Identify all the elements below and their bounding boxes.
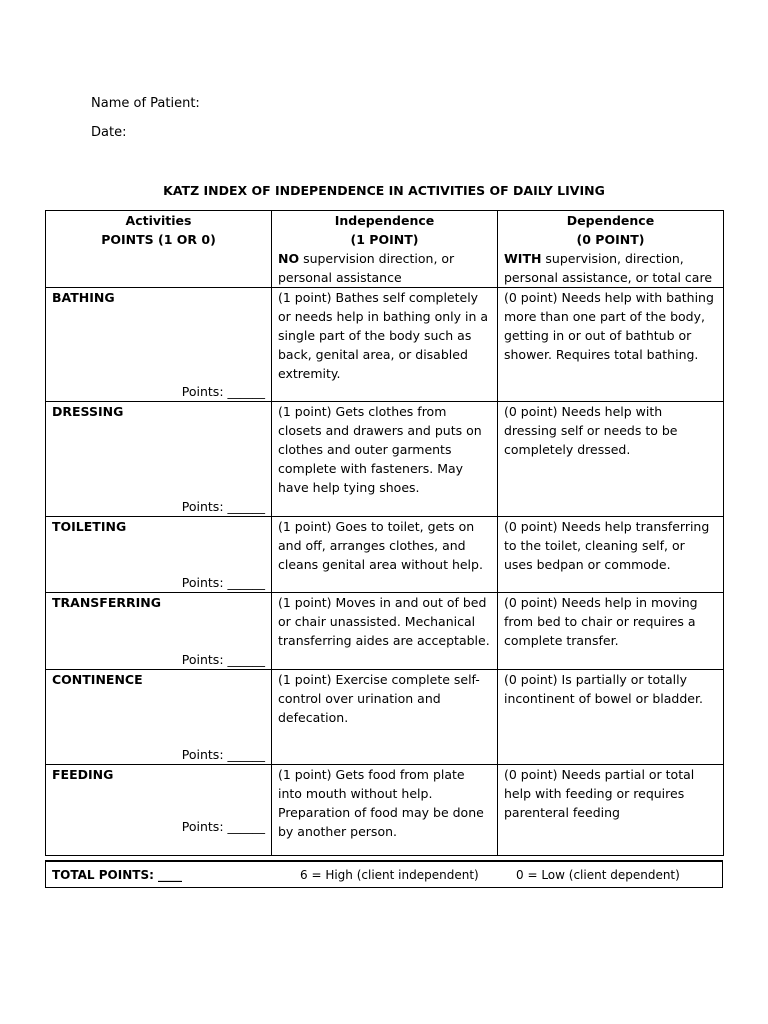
header-dependence-with: WITH [504, 251, 542, 266]
dependence-cell: (0 point) Needs partial or total help with feeding or requires parenteral feeding [498, 765, 724, 856]
patient-name-label: Name of Patient: [91, 96, 200, 111]
activity-cell [46, 402, 272, 517]
points-blank: Points: ______ [181, 747, 265, 762]
header-dependence-points: (0 POINT) [576, 232, 645, 247]
score-high-legend: 6 = High (client independent) [300, 868, 479, 882]
dependence-cell: (0 point) Needs help with dressing self or needs to be completely dressed. [498, 402, 724, 517]
independence-cell: (1 point) Bathes self completely or needs help in bathing only in a single part of the body such as back, genital area, or disabled extremity. [272, 288, 498, 402]
activity-name: CONTINENCE [52, 672, 143, 687]
header-dependence-rest: supervision, direction, personal assistance, or total care [504, 251, 713, 285]
form-title: KATZ INDEX OF INDEPENDENCE IN ACTIVITIES OF DAILY LIVING [163, 183, 605, 198]
independence-cell: (1 point) Gets clothes from closets and drawers and puts on clothes and outer garments complete with fasteners. May have help tying shoes. [272, 402, 498, 517]
header-dependence-desc [504, 249, 717, 287]
activity-cell [46, 593, 272, 670]
activity-cell [46, 670, 272, 765]
header-activities [46, 211, 272, 288]
header-independence-rest: supervision direction, or personal assistance [278, 251, 455, 285]
activity-name: FEEDING [52, 767, 114, 782]
table-row [46, 670, 724, 765]
independence-cell: (1 point) Gets food from plate into mouth without help. Preparation of food may be done by another person. [272, 765, 498, 856]
table-header-row [46, 211, 724, 288]
header-independence-no: NO [278, 251, 300, 266]
points-blank: Points: ______ [181, 384, 265, 399]
activity-cell [46, 288, 272, 402]
activity-cell [46, 765, 272, 856]
points-blank: Points: ______ [181, 575, 265, 590]
total-points-label: TOTAL POINTS: ____ [52, 868, 183, 882]
dependence-cell: (0 point) Needs help in moving from bed to chair or requires a complete transfer. [498, 593, 724, 670]
independence-cell: (1 point) Exercise complete self-control over urination and defecation. [272, 670, 498, 765]
table-row [46, 765, 724, 856]
total-points-box [45, 860, 723, 888]
table-row [46, 593, 724, 670]
header-dependence [498, 211, 724, 288]
date-label: Date: [91, 125, 127, 140]
header-independence-label: Independence [334, 213, 435, 228]
points-blank: Points: ______ [181, 819, 265, 834]
points-blank: Points: ______ [181, 652, 265, 667]
independence-cell: (1 point) Moves in and out of bed or chair unassisted. Mechanical transferring aides are acceptable. [272, 593, 498, 670]
activity-name: TOILETING [52, 519, 127, 534]
activity-cell [46, 517, 272, 593]
independence-cell: (1 point) Goes to toilet, gets on and off, arranges clothes, and cleans genital area without help. [272, 517, 498, 593]
dependence-cell: (0 point) Needs help with bathing more than one part of the body, getting in or out of bathtub or shower. Requires total bathing. [498, 288, 724, 402]
header-activities-label: Activities [125, 213, 192, 228]
activity-name: BATHING [52, 290, 115, 305]
activity-name: DRESSING [52, 404, 124, 419]
dependence-cell: (0 point) Is partially or totally incontinent of bowel or bladder. [498, 670, 724, 765]
header-dependence-label: Dependence [566, 213, 655, 228]
header-independence-points: (1 POINT) [350, 232, 419, 247]
header-independence [272, 211, 498, 288]
activity-name: TRANSFERRING [52, 595, 161, 610]
table-row [46, 288, 724, 402]
dependence-cell: (0 point) Needs help transferring to the toilet, cleaning self, or uses bedpan or commode. [498, 517, 724, 593]
katz-table [45, 210, 724, 856]
points-blank: Points: ______ [181, 499, 265, 514]
header-points-label: POINTS (1 OR 0) [101, 232, 216, 247]
table-row [46, 402, 724, 517]
table-row [46, 517, 724, 593]
header-independence-desc [278, 249, 491, 287]
score-low-legend: 0 = Low (client dependent) [516, 868, 680, 882]
